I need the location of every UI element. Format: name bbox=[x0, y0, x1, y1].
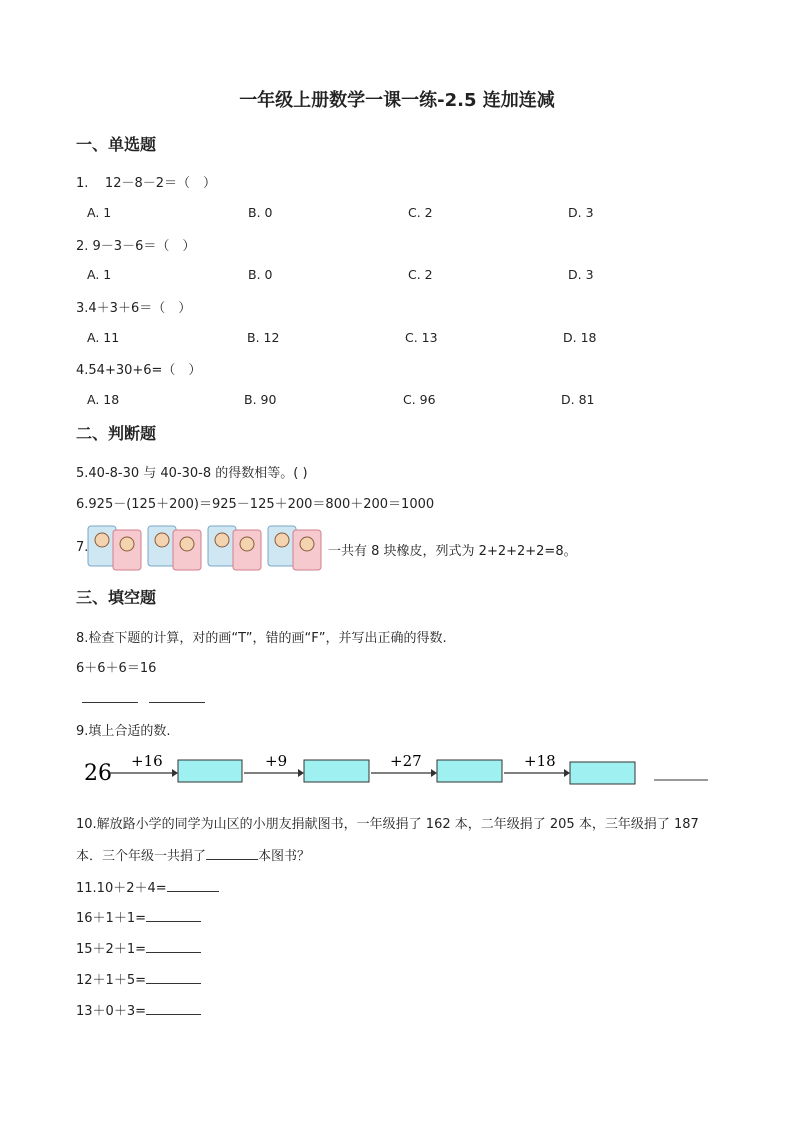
erasers-illustration bbox=[87, 522, 327, 572]
q8-blank-result[interactable] bbox=[149, 688, 205, 703]
question-9: 9.填上合适的数. bbox=[76, 724, 171, 739]
eraser-pair-2 bbox=[148, 526, 201, 570]
chain-step-4-label: +18 bbox=[524, 752, 556, 770]
q1-option-d[interactable]: D. 3 bbox=[568, 205, 594, 220]
q11-blank-1[interactable] bbox=[167, 877, 219, 892]
q1-option-c[interactable]: C. 2 bbox=[408, 205, 433, 220]
q1-option-b[interactable]: B. 0 bbox=[248, 205, 273, 220]
q4-option-c[interactable]: C. 96 bbox=[403, 392, 436, 407]
question-7-prefix: 7. bbox=[76, 540, 89, 555]
question-11-item-3 bbox=[76, 938, 201, 957]
q4-option-d[interactable]: D. 81 bbox=[561, 392, 595, 407]
q10-text-before-blank: 本．三个年级一共捐了 bbox=[76, 849, 207, 864]
chain-start-number: 26 bbox=[84, 761, 112, 786]
q2-option-c[interactable]: C. 2 bbox=[408, 267, 433, 282]
question-8-expression: 6＋6＋6＝16 bbox=[76, 661, 157, 676]
q11-blank-3[interactable] bbox=[146, 938, 201, 953]
question-10-line-2 bbox=[76, 845, 310, 864]
q11-expression-2: 16＋1＋1= bbox=[76, 911, 146, 926]
chain-step-3-label: +27 bbox=[390, 752, 422, 770]
q11-blank-2[interactable] bbox=[146, 907, 201, 922]
question-11-item-2 bbox=[76, 907, 201, 926]
section-heading-true-false: 二、判断题 bbox=[76, 424, 157, 443]
chain-box-2[interactable] bbox=[304, 760, 369, 782]
q8-blank-tf[interactable] bbox=[82, 688, 138, 703]
question-6: 6.925－(125＋200)＝925－125＋200＝800＋200＝1000 bbox=[76, 497, 435, 512]
question-4: 4.54+30+6=（ ） bbox=[76, 363, 202, 378]
question-3: 3.4＋3＋6＝（ ） bbox=[76, 301, 192, 316]
q2-option-a[interactable]: A. 1 bbox=[87, 267, 112, 282]
q1-option-a[interactable]: A. 1 bbox=[87, 205, 112, 220]
question-11-item-1 bbox=[76, 877, 219, 896]
q11-blank-4[interactable] bbox=[146, 969, 201, 984]
q2-option-b[interactable]: B. 0 bbox=[248, 267, 273, 282]
question-8: 8.检查下题的计算，对的画“T”，错的画“F”，并写出正确的得数. bbox=[76, 631, 447, 646]
q11-expression-3: 15＋2＋1= bbox=[76, 942, 146, 957]
q3-option-b[interactable]: B. 12 bbox=[247, 330, 280, 345]
q10-text-after-blank: 本图书？ bbox=[258, 849, 311, 864]
page-title: 一年级上册数学一课一练-2.5 连加连减 bbox=[239, 90, 555, 111]
chain-arrowhead-2 bbox=[298, 769, 304, 777]
number-chain-diagram bbox=[84, 748, 724, 792]
chain-step-1-label: +16 bbox=[131, 752, 163, 770]
section-heading-single-choice: 一、单选题 bbox=[76, 135, 157, 154]
eraser-pair-4 bbox=[268, 526, 321, 570]
chain-step-2-label: +9 bbox=[265, 752, 288, 770]
q4-option-b[interactable]: B. 90 bbox=[244, 392, 277, 407]
q10-answer-blank[interactable] bbox=[206, 845, 258, 860]
q3-option-c[interactable]: C. 13 bbox=[405, 330, 438, 345]
q11-expression-5: 13＋0＋3= bbox=[76, 1004, 146, 1019]
chain-box-4[interactable] bbox=[570, 762, 635, 784]
question-2: 2. 9－3－6＝（ ） bbox=[76, 239, 196, 254]
eraser-pair-3 bbox=[208, 526, 261, 570]
q11-expression-1: 11.10＋2＋4= bbox=[76, 881, 167, 896]
section-heading-fill-blank: 三、填空题 bbox=[76, 588, 157, 607]
chain-box-3[interactable] bbox=[437, 760, 502, 782]
chain-box-1[interactable] bbox=[178, 760, 242, 782]
question-10-line-1: 10.解放路小学的同学为山区的小朋友捐献图书，一年级捐了 162 本，二年级捐了 205 本，三年级捐了 187 bbox=[76, 817, 699, 832]
q3-option-a[interactable]: A. 11 bbox=[87, 330, 120, 345]
q2-option-d[interactable]: D. 3 bbox=[568, 267, 594, 282]
chain-arrowhead-3 bbox=[431, 769, 437, 777]
q8-answer-blanks bbox=[82, 688, 205, 707]
chain-arrowhead-1 bbox=[172, 769, 178, 777]
question-11-item-5 bbox=[76, 1000, 201, 1019]
chain-arrowhead-4 bbox=[564, 769, 570, 777]
q4-option-a[interactable]: A. 18 bbox=[87, 392, 120, 407]
q11-expression-4: 12＋1＋5= bbox=[76, 973, 146, 988]
eraser-pair-1 bbox=[88, 526, 141, 570]
question-11-item-4 bbox=[76, 969, 201, 988]
question-5: 5.40-8-30 与 40-30-8 的得数相等。( ) bbox=[76, 466, 308, 481]
q3-option-d[interactable]: D. 18 bbox=[563, 330, 597, 345]
q11-blank-5[interactable] bbox=[146, 1000, 201, 1015]
question-7-text: 一共有 8 块橡皮，列式为 2+2+2+2=8。 bbox=[328, 544, 577, 559]
question-1: 1. 12－8－2＝（ ） bbox=[76, 176, 217, 191]
